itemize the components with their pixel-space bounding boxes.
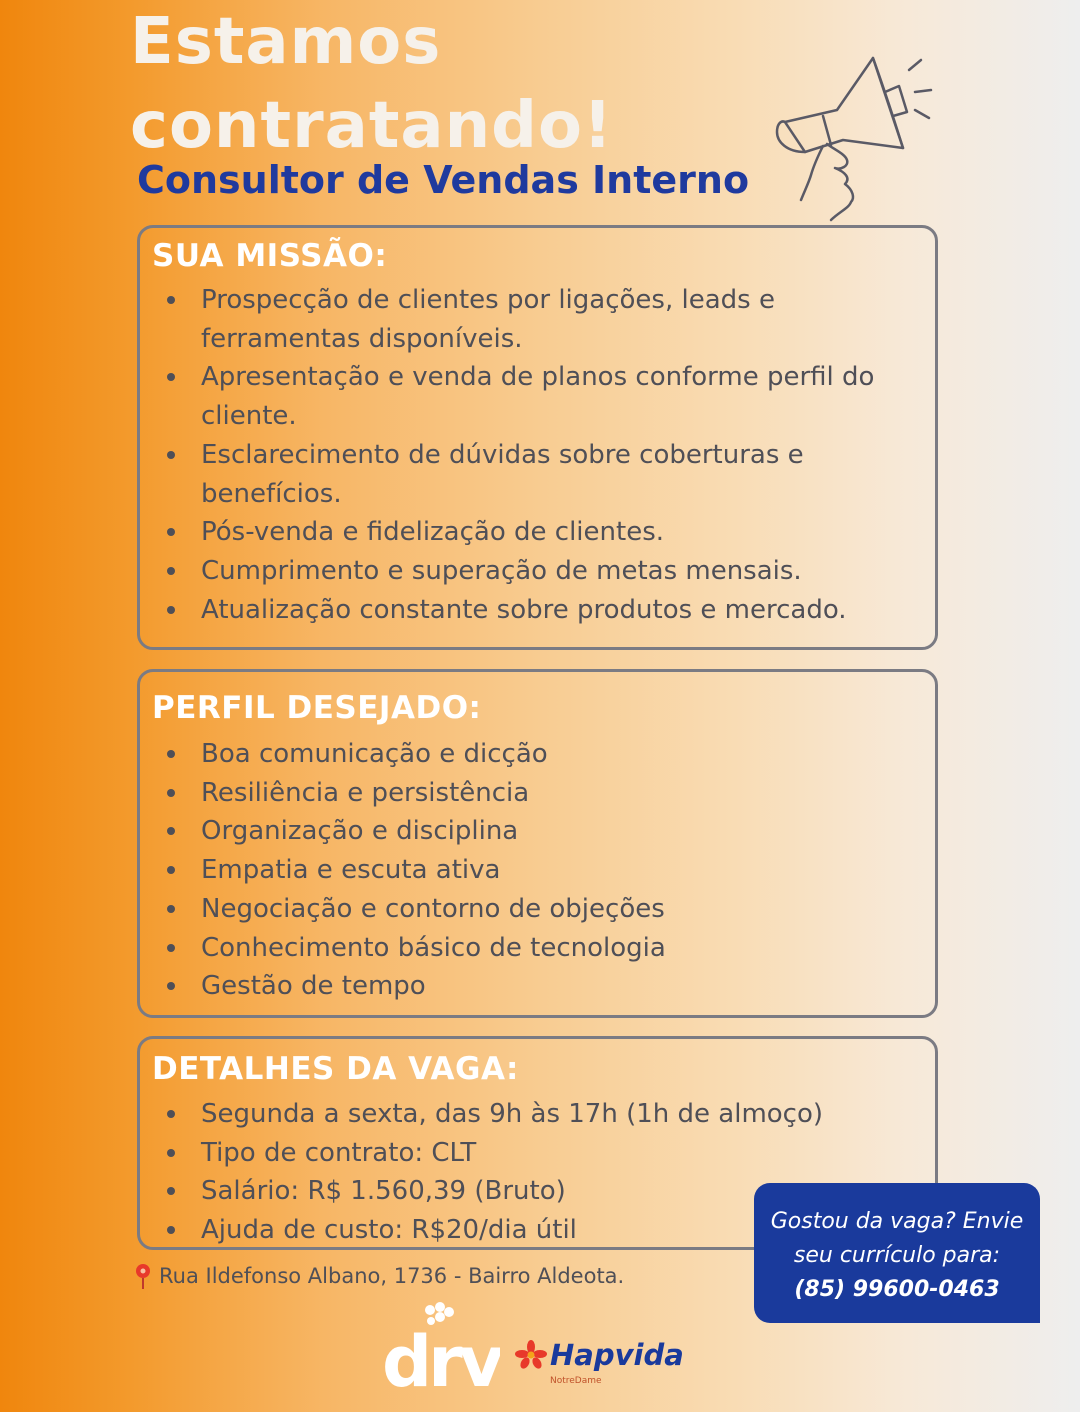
profile-card (137, 669, 938, 1018)
list-item: Boa comunicação e dicção (140, 735, 935, 774)
hapvida-sub-text: NotreDame (550, 1376, 602, 1386)
list-item: Esclarecimento de dúvidas sobre coberturas e benefícios. (140, 436, 935, 513)
headline (130, 0, 613, 168)
cta-line-1: Gostou da vaga? Envie (770, 1209, 1024, 1234)
drv-logo-text: drv (382, 1321, 500, 1392)
drv-logo (380, 1300, 500, 1392)
list-item: Tipo de contrato: CLT (140, 1134, 935, 1173)
list-item: Segunda a sexta, das 9h às 17h (1h de almoço) (140, 1095, 935, 1134)
list-item: Apresentação e venda de planos conforme perfil do cliente. (140, 358, 935, 435)
details-title: DETALHES DA VAGA: (152, 1051, 519, 1087)
hapvida-logo (512, 1338, 684, 1386)
list-item: Negociação e contorno de objeções (140, 890, 935, 929)
list-item: Atualização constante sobre produtos e mercado. (140, 591, 935, 630)
hapvida-flower-icon (512, 1339, 550, 1371)
headline-line-1: Estamos (130, 5, 442, 79)
list-item: Conhecimento básico de tecnologia (140, 929, 935, 968)
cta-line-2: seu currículo para: (793, 1243, 1001, 1268)
list-item: Ajuda de custo: R$20/dia útil (140, 1211, 935, 1250)
mission-list (140, 281, 935, 629)
list-item: Prospecção de clientes por ligações, leads e ferramentas disponíveis. (140, 281, 935, 358)
megaphone-icon (765, 50, 945, 225)
cta-box[interactable] (754, 1183, 1040, 1323)
job-title: Consultor de Vendas Interno (137, 158, 750, 202)
list-item: Pós-venda e fidelização de clientes. (140, 513, 935, 552)
list-item: Empatia e escuta ativa (140, 851, 935, 890)
profile-title: PERFIL DESEJADO: (152, 690, 482, 726)
location-pin-icon (133, 1262, 153, 1290)
headline-line-2: contratando! (130, 89, 614, 163)
address (133, 1262, 624, 1290)
list-item: Resiliência e persistência (140, 774, 935, 813)
profile-list (140, 735, 935, 1006)
hapvida-logo-text: Hapvida (550, 1338, 684, 1372)
list-item: Gestão de tempo (140, 967, 935, 1006)
phone-number[interactable]: (85) 99600-0463 (794, 1277, 1000, 1302)
mission-title: SUA MISSÃO: (152, 238, 388, 274)
list-item: Salário: R$ 1.560,39 (Bruto) (140, 1172, 935, 1211)
list-item: Cumprimento e superação de metas mensais. (140, 552, 935, 591)
address-text: Rua Ildefonso Albano, 1736 - Bairro Aldeota. (159, 1264, 625, 1288)
list-item: Organização e disciplina (140, 812, 935, 851)
mission-card (137, 225, 938, 650)
